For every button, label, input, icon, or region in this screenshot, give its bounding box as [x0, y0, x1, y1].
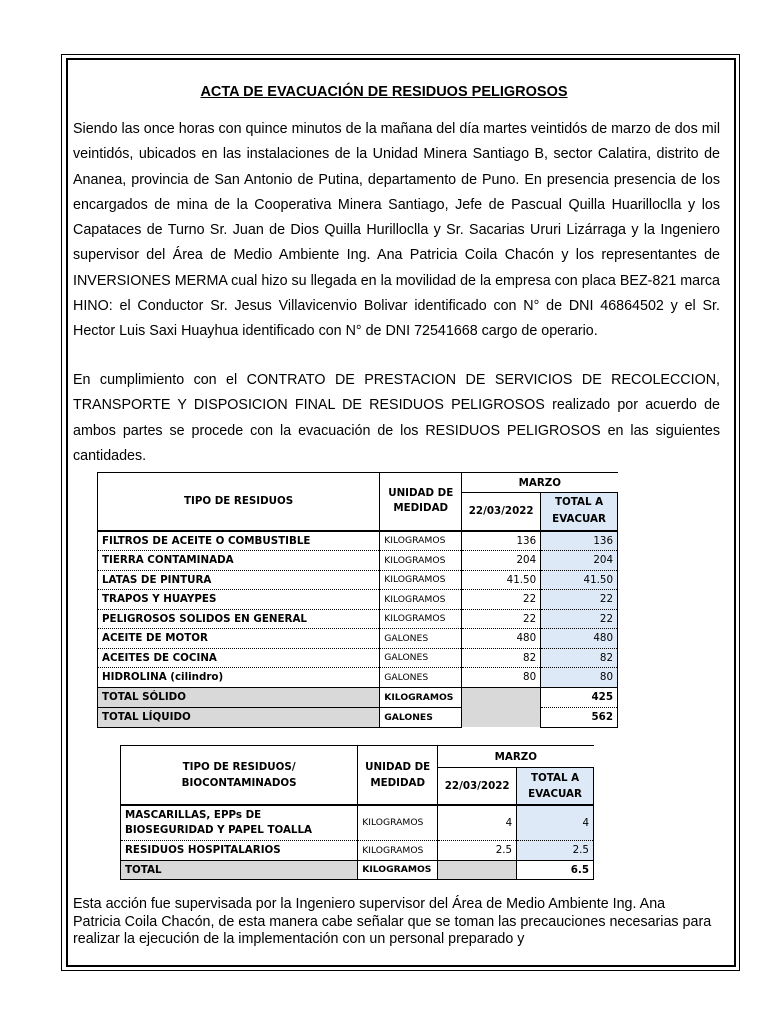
row-type: LATAS DE PINTURA: [98, 570, 380, 590]
row-qty: 22: [462, 609, 541, 629]
row-unit: KILOGRAMOS: [380, 531, 462, 551]
total-row: [98, 687, 618, 707]
row-type: MASCARILLAS, EPPs DE BIOSEGURIDAD Y PAPEL TOALLA: [121, 805, 358, 841]
row-total: 22: [541, 609, 618, 629]
row-type: TRAPOS Y HUAYPES: [98, 590, 380, 610]
table-row: [98, 668, 618, 688]
header-month: MARZO: [462, 473, 618, 493]
header-unit: UNIDAD DE MEDIDAD: [380, 473, 462, 531]
total-unit: KILOGRAMOS: [358, 860, 438, 880]
intro-paragraph: Siendo las once horas con quince minutos de la mañana del día martes veintidós de marzo de dos mil veintidós, ubicados en las instalaciones de la Unidad Minera Santiago B, sector Calatira, distrito de Ananea, provincia de San Antonio de Putina, departamento de Puno. En presencia presencia de los encargados de mina de la Cooperativa Minera Santiago, Jefe de Pascual Quilla Huarilloclla y los Capataces de Turno Sr. Juan de Dios Quilla Hurilloclla y Sr. Sacarias Ururi Lizárraga y la Ingeniero supervisor del Área de Medio Ambiente Ing. Ana Patricia Coila Chacón y los representantes de INVERSIONES MERMA cual hizo su llegada en la movilidad de la empresa con placa BEZ-821 marca HINO: el Conductor Sr. Jesus Villavicenvio Bolivar identificado con N° de DNI 46864502 y el Sr. Hector Luis Saxi Huayhua identificado con N° de DNI 72541668 cargo de operario.: [73, 121, 720, 340]
table-row: [98, 551, 618, 571]
row-unit: GALONES: [380, 668, 462, 688]
row-qty: 4: [438, 805, 517, 841]
total-value: 6.5: [517, 860, 594, 880]
table-row: [98, 590, 618, 610]
total-liquid-unit: GALONES: [380, 707, 462, 727]
row-unit: KILOGRAMOS: [358, 805, 438, 841]
row-total: 80: [541, 668, 618, 688]
header-type: TIPO DE RESIDUOS: [98, 473, 380, 531]
total-solid-value: 425: [541, 687, 618, 707]
total-label: TOTAL: [121, 860, 358, 880]
total-liquid-value: 562: [541, 707, 618, 727]
row-unit: KILOGRAMOS: [380, 551, 462, 571]
row-total: 4: [517, 805, 594, 841]
table-row: [98, 570, 618, 590]
row-total: 480: [541, 629, 618, 649]
row-type: TIERRA CONTAMINADA: [98, 551, 380, 571]
row-total: 41.50: [541, 570, 618, 590]
supervision-paragraph: Esta acción fue supervisada por la Ingeniero supervisor del Área de Medio Ambiente Ing. Ana Patricia Coila Chacón, de esta manera cabe señalar que se toman las precauciones necesarias para realizar la ejecución de la implementación con un personal preparado y: [73, 896, 712, 947]
header-total: TOTAL A EVACUAR: [517, 768, 594, 805]
row-type: ACEITE DE MOTOR: [98, 629, 380, 649]
total-empty-cell: [438, 860, 517, 880]
row-total: 204: [541, 551, 618, 571]
row-qty: 82: [462, 648, 541, 668]
document-title: ACTA DE EVACUACIÓN DE RESIDUOS PELIGROSOS: [200, 84, 568, 100]
total-liquid-label: TOTAL LÍQUIDO: [98, 707, 380, 727]
table-row: [98, 609, 618, 629]
contract-paragraph: En cumplimiento con el CONTRATO DE PRESTACION DE SERVICIOS DE RECOLECCION, TRANSPORTE Y DISPOSICION FINAL DE RESIDUOS PELIGROSOS realizado por acuerdo de ambos partes se procede con la evacuación de los RESIDUOS PELIGROSOS en las siguientes cantidades.: [73, 372, 720, 464]
total-solid-label: TOTAL SÓLIDO: [98, 687, 380, 707]
row-type: PELIGROSOS SOLIDOS EN GENERAL: [98, 609, 380, 629]
row-qty: 204: [462, 551, 541, 571]
table-row: [98, 648, 618, 668]
row-qty: 22: [462, 590, 541, 610]
row-unit: GALONES: [380, 648, 462, 668]
row-type: HIDROLINA (cilindro): [98, 668, 380, 688]
table-row: [121, 841, 594, 861]
row-type: RESIDUOS HOSPITALARIOS: [121, 841, 358, 861]
table-row: [98, 531, 618, 551]
total-empty-cell: [462, 687, 541, 727]
row-total: 2.5: [517, 841, 594, 861]
header-type: TIPO DE RESIDUOS/ BIOCONTAMINADOS: [121, 746, 358, 805]
row-type: FILTROS DE ACEITE O COMBUSTIBLE: [98, 531, 380, 551]
total-row: [121, 860, 594, 880]
table-row: [121, 805, 594, 841]
hazardous-waste-table: [97, 472, 618, 728]
row-qty: 480: [462, 629, 541, 649]
biocontaminated-waste-table: [120, 745, 594, 880]
header-unit: UNIDAD DE MEDIDAD: [358, 746, 438, 805]
row-unit: KILOGRAMOS: [380, 609, 462, 629]
header-total: TOTAL A EVACUAR: [541, 493, 618, 531]
row-qty: 80: [462, 668, 541, 688]
row-unit: KILOGRAMOS: [358, 841, 438, 861]
table-row: [98, 629, 618, 649]
row-total: 22: [541, 590, 618, 610]
row-total: 136: [541, 531, 618, 551]
row-unit: GALONES: [380, 629, 462, 649]
total-solid-unit: KILOGRAMOS: [380, 687, 462, 707]
header-date: 22/03/2022: [438, 768, 517, 805]
row-unit: KILOGRAMOS: [380, 590, 462, 610]
row-unit: KILOGRAMOS: [380, 570, 462, 590]
row-type: ACEITES DE COCINA: [98, 648, 380, 668]
header-date: 22/03/2022: [462, 493, 541, 531]
header-month: MARZO: [438, 746, 594, 768]
row-qty: 136: [462, 531, 541, 551]
row-total: 82: [541, 648, 618, 668]
row-qty: 2.5: [438, 841, 517, 861]
row-qty: 41.50: [462, 570, 541, 590]
